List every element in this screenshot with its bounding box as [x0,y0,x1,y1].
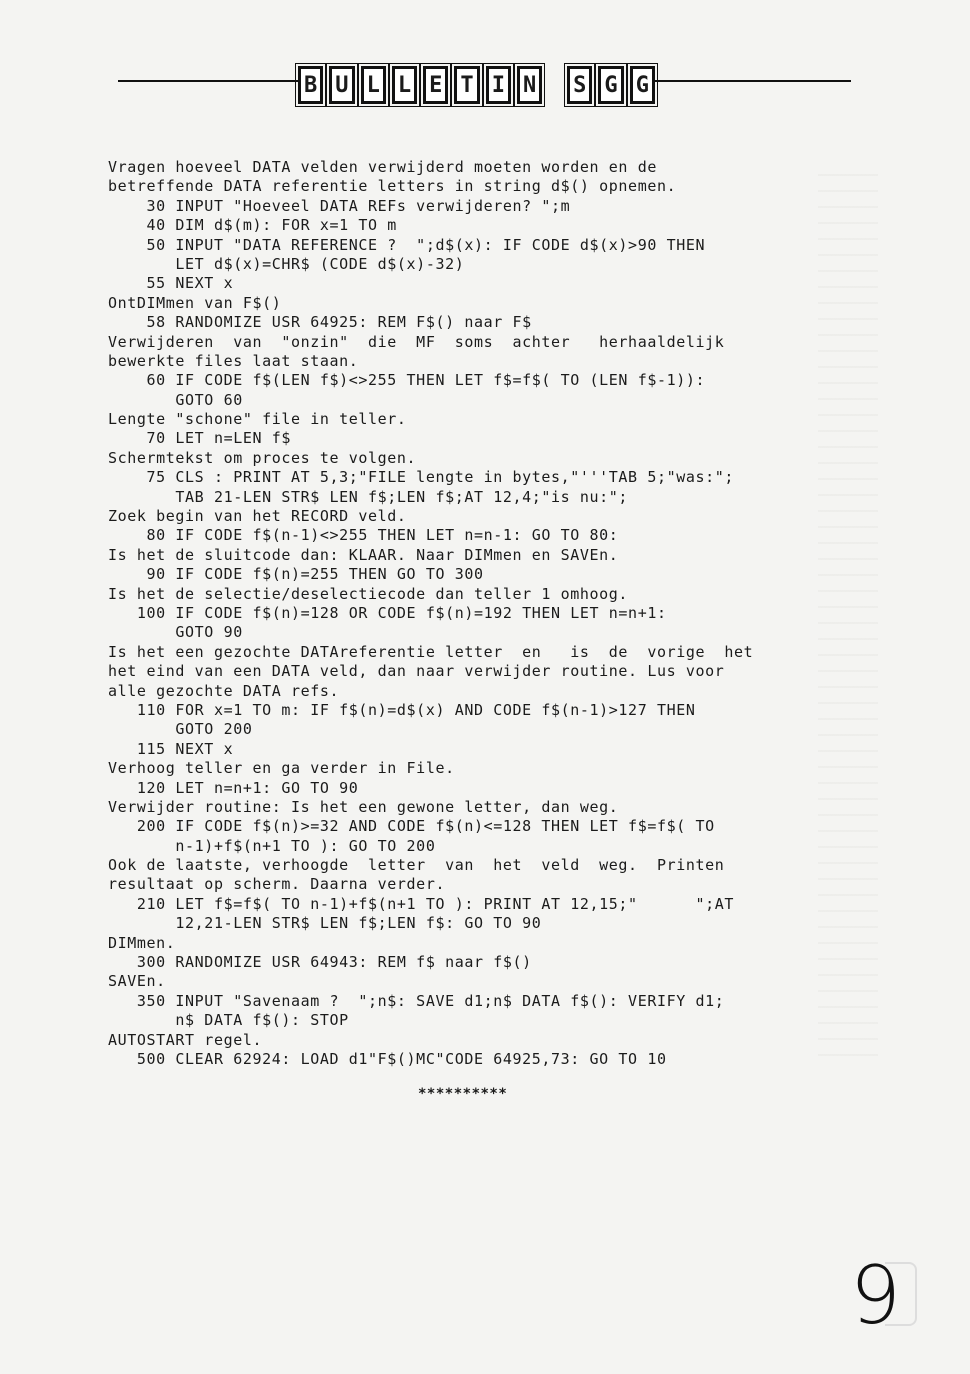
text-line: 120 LET n=n+1: GO TO 90 [108,778,359,797]
text-line: 75 CLS : PRINT AT 5,3;"FILE lengte in bytes,"'''TAB 5;"was:"; [108,468,734,487]
banner-letter: N [517,66,542,104]
separator-stars: ********** [418,1086,508,1102]
banner-letter: B [298,66,323,104]
banner-letter: G [630,66,655,104]
text-line: Is het een gezochte DATAreferentie letter en is de vorige het [108,642,754,661]
header-rule-left [118,80,298,82]
text-line: Is het de selectie/deselectiecode dan teller 1 omhoog. [108,584,629,603]
header-rule-right [655,80,851,82]
text-line: 60 IF CODE f$(LEN f$)<>255 THEN LET f$=f$( TO (LEN f$-1)): [108,371,706,390]
banner-letter: L [361,66,386,104]
text-line: n$ DATA f$(): STOP [108,1011,349,1030]
text-line: TAB 21-LEN STR$ LEN f$;LEN f$;AT 12,4;"is nu:"; [108,487,629,506]
text-line: alle gezochte DATA refs. [108,681,340,700]
banner-letter: U [329,66,354,104]
banner-letter: S [567,66,592,104]
bulletin-banner [298,62,655,108]
text-line: 210 LET f$=f$( TO n-1)+f$(n+1 TO ): PRINT AT 12,15;" ";AT [108,894,734,913]
text-line: Vragen hoeveel DATA velden verwijderd moeten worden en de [108,158,657,176]
text-line: 55 NEXT x [108,274,234,293]
text-line: 500 CLEAR 62924: LOAD d1"F$()MC"CODE 64925,73: GO TO 10 [108,1049,667,1068]
text-line: 350 INPUT "Savenaam ? ";n$: SAVE d1;n$ DATA f$(): VERIFY d1; [108,991,725,1010]
text-line: OntDIMmen van F$() [108,293,282,312]
text-line: 70 LET n=LEN f$ [108,429,291,448]
banner-letter: L [392,66,417,104]
text-line: Zoek begin van het RECORD veld. [108,507,407,526]
text-line: n-1)+f$(n+1 TO ): GO TO 200 [108,836,436,855]
text-line: GOTO 200 [108,720,253,739]
text-line: 115 NEXT x [108,739,234,758]
text-line: Verhoog teller en ga verder in File. [108,759,455,778]
text-line: resultaat op scherm. Daarna verder. [108,875,446,894]
page-number: 9 [850,1249,901,1342]
text-line: AUTOSTART regel. [108,1030,263,1049]
article-body [108,158,868,1069]
text-line: betreffende DATA referentie letters in string d$() opnemen. [108,177,677,196]
text-line: 80 IF CODE f$(n-1)<>255 THEN LET n=n-1: GO TO 80: [108,526,619,545]
text-line: 200 IF CODE f$(n)>=32 AND CODE f$(n)<=128 THEN LET f$=f$( TO [108,817,715,836]
text-line: 100 IF CODE f$(n)=128 OR CODE f$(n)=192 THEN LET n=n+1: [108,603,667,622]
text-line: 58 RANDOMIZE USR 64925: REM F$() naar F$ [108,313,532,332]
banner-letter: G [598,66,623,104]
text-line: Ook de laatste, verhoogde letter van het veld weg. Printen [108,856,725,875]
text-line: 50 INPUT "DATA REFERENCE ? ";d$(x): IF CODE d$(x)>90 THEN [108,235,706,254]
text-line: bewerkte files laat staan. [108,351,359,370]
text-line: 30 INPUT "Hoeveel DATA REFs verwijderen? ";m [108,196,571,215]
text-line: 40 DIM d$(m): FOR x=1 TO m [108,216,397,235]
banner-letter: T [454,66,479,104]
text-line: Lengte "schone" file in teller. [108,410,407,429]
text-line: LET d$(x)=CHR$ (CODE d$(x)-32) [108,254,465,273]
text-line: SAVEn. [108,972,166,991]
text-line: Is het de sluitcode dan: KLAAR. Naar DIMmen en SAVEn. [108,545,619,564]
text-line: Verwijder routine: Is het een gewone letter, dan weg. [108,797,619,816]
text-line: GOTO 90 [108,623,243,642]
text-line: 110 FOR x=1 TO m: IF f$(n)=d$(x) AND CODE f$(n-1)>127 THEN [108,700,696,719]
text-line: DIMmen. [108,933,176,952]
text-line: Schermtekst om proces te volgen. [108,448,417,467]
text-line: 300 RANDOMIZE USR 64943: REM f$ naar f$() [108,953,532,972]
text-line: Verwijderen van "onzin" die MF soms achter herhaaldelijk [108,332,725,351]
banner-letter: E [423,66,448,104]
text-line: GOTO 60 [108,390,243,409]
banner-letter: I [486,66,511,104]
text-line: 12,21-LEN STR$ LEN f$;LEN f$: GO TO 90 [108,914,542,933]
text-line: 90 IF CODE f$(n)=255 THEN GO TO 300 [108,565,484,584]
text-line: het eind van een DATA veld, dan naar verwijder routine. Lus voor [108,662,725,681]
